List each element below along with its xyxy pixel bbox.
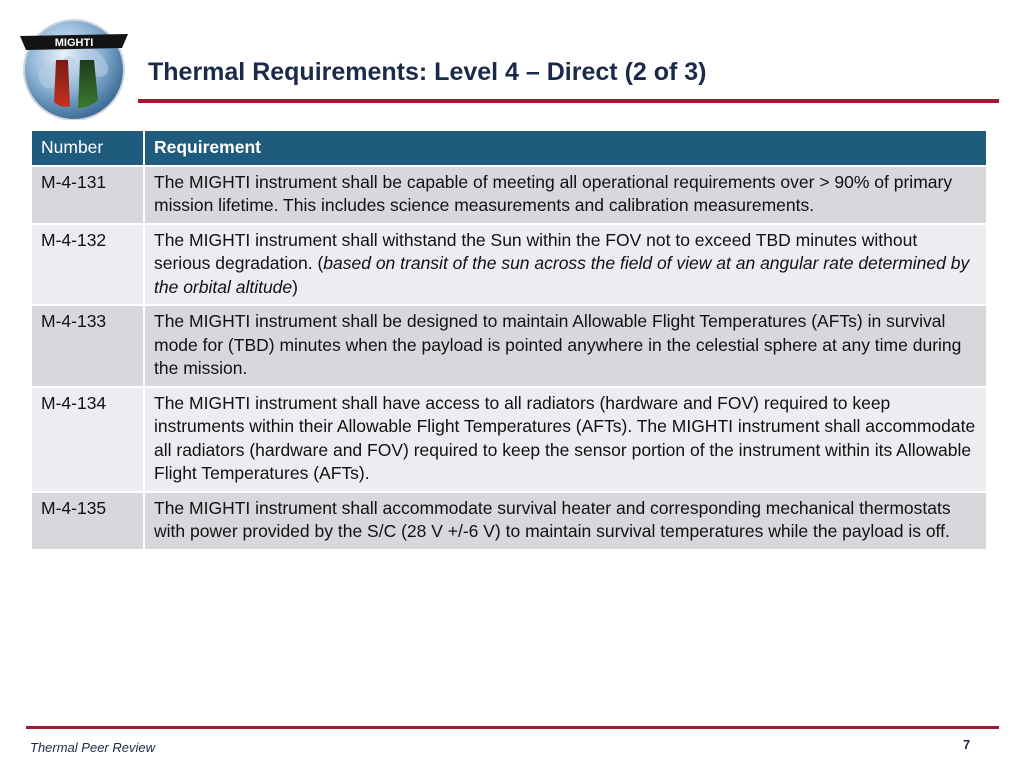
table-row: [31, 492, 987, 550]
requirements-table: [30, 129, 988, 551]
requirement-number: M-4-132: [31, 224, 144, 306]
requirement-number: M-4-131: [31, 166, 144, 224]
requirement-text-main: The MIGHTI instrument shall withstand the Sun within the FOV not to exceed TBD minutes without serious degradation. (: [154, 229, 918, 273]
footer-title: Thermal Peer Review: [30, 740, 155, 755]
page-title: Thermal Requirements: Level 4 – Direct (2 of 3): [148, 58, 707, 86]
requirement-number: M-4-134: [31, 387, 144, 492]
table-row: [31, 305, 987, 387]
requirement-number: M-4-135: [31, 492, 144, 550]
requirement-text: The MIGHTI instrument shall accommodate survival heater and corresponding mechanical thermostats with power provided by the S/C (28 V +/-6 V) to maintain survival temperatures while the payload is off.: [144, 492, 987, 550]
requirement-text: The MIGHTI instrument shall be designed to maintain Allowable Flight Temperatures (AFTs) in survival mode for (TBD) minutes when the payload is pointed anywhere in the celestial sphere at any time during the mission.: [144, 305, 987, 387]
table-header-row: [31, 130, 987, 166]
column-header-number: Number: [31, 130, 144, 166]
requirement-text: The MIGHTI instrument shall have access to all radiators (hardware and FOV) required to keep instruments within their Allowable Flight Temperatures (AFTs). The MIGHTI instrument shall accommodate all radiators (hardware and FOV) required to keep the sensor portion of the instrument within its Allowable Flight Temperatures (AFTs).: [144, 387, 987, 492]
requirement-text-note: based on transit of the sun across the field of view at an angular rate determined by the orbital altitude: [154, 253, 970, 297]
table-row: [31, 224, 987, 306]
page-number: 7: [963, 737, 971, 752]
table-row: [31, 166, 987, 224]
mighti-logo: [18, 14, 130, 120]
column-header-requirement: Requirement: [144, 130, 987, 166]
title-divider: [138, 99, 999, 103]
table-row: [31, 387, 987, 492]
footer-divider: [26, 726, 999, 729]
logo-text: MIGHTI: [54, 37, 94, 49]
requirement-text: [144, 224, 987, 306]
requirement-text: The MIGHTI instrument shall be capable of meeting all operational requirements over > 90% of primary mission lifetime. This includes science measurements and calibration measurements.: [144, 166, 987, 224]
requirement-number: M-4-133: [31, 305, 144, 387]
requirement-text-end: ): [292, 276, 298, 297]
